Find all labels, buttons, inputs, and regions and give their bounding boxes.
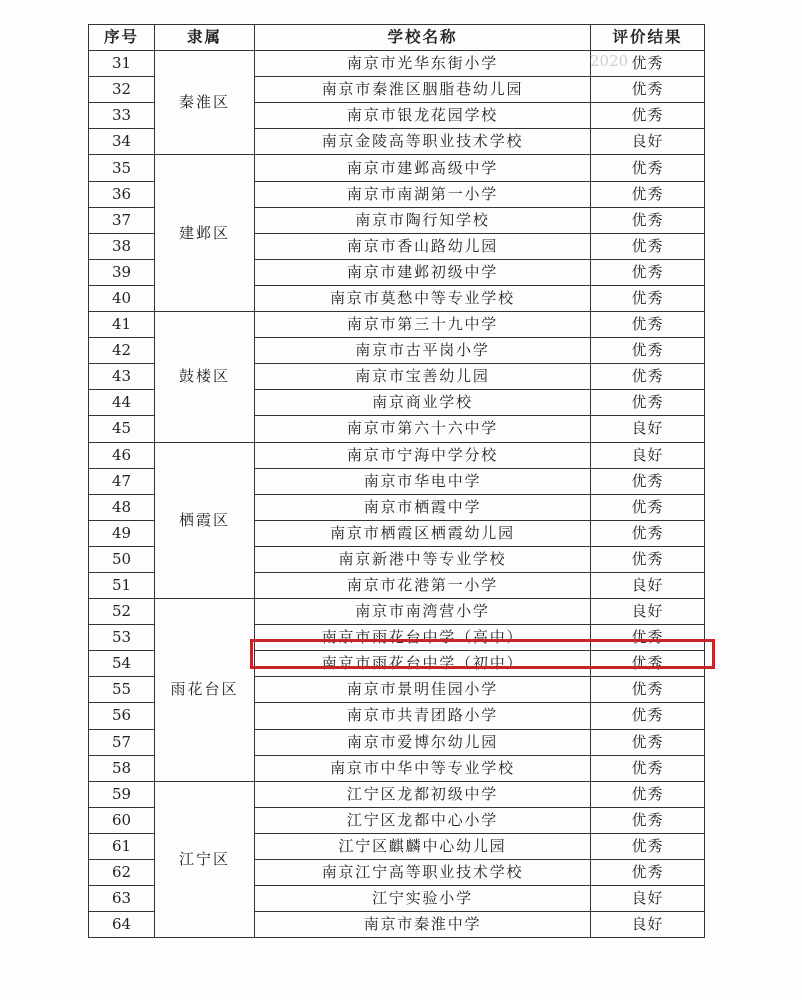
- serial-number-cell: 61: [89, 833, 155, 859]
- evaluation-result-cell: 良好: [591, 572, 705, 598]
- serial-number-cell: 33: [89, 103, 155, 129]
- serial-number-cell: 52: [89, 599, 155, 625]
- evaluation-result-cell: 优秀: [591, 77, 705, 103]
- evaluation-result-cell: 优秀: [591, 103, 705, 129]
- district-cell: 雨花台区: [155, 599, 255, 782]
- school-name-cell: 南京市古平岗小学: [255, 338, 591, 364]
- serial-number-cell: 43: [89, 364, 155, 390]
- school-name-cell: 南京市雨花台中学（初中）: [255, 651, 591, 677]
- evaluation-result-cell: 优秀: [591, 390, 705, 416]
- serial-number-cell: 56: [89, 703, 155, 729]
- evaluation-results-table: [88, 24, 705, 938]
- serial-number-cell: 53: [89, 625, 155, 651]
- school-name-cell: 南京市南湖第一小学: [255, 181, 591, 207]
- evaluation-result-cell: 优秀: [591, 677, 705, 703]
- serial-number-cell: 55: [89, 677, 155, 703]
- district-cell: 江宁区: [155, 781, 255, 938]
- school-name-cell: 江宁区麒麟中心幼儿园: [255, 833, 591, 859]
- school-name-cell: 南京市栖霞中学: [255, 494, 591, 520]
- table-row: [89, 312, 705, 338]
- serial-number-cell: 44: [89, 390, 155, 416]
- evaluation-result-cell: 良好: [591, 129, 705, 155]
- evaluation-result-cell: 优秀: [591, 781, 705, 807]
- evaluation-result-cell: 优秀: [591, 520, 705, 546]
- evaluation-result-cell: 优秀: [591, 312, 705, 338]
- serial-number-cell: 35: [89, 155, 155, 181]
- bleed-through-mark: 2020: [590, 52, 629, 70]
- evaluation-result-cell: 优秀: [591, 729, 705, 755]
- serial-number-cell: 40: [89, 285, 155, 311]
- school-name-cell: 南京市建邺初级中学: [255, 259, 591, 285]
- school-name-cell: 南京市宝善幼儿园: [255, 364, 591, 390]
- serial-number-cell: 37: [89, 207, 155, 233]
- table-row: [89, 599, 705, 625]
- evaluation-result-cell: 优秀: [591, 285, 705, 311]
- serial-number-cell: 36: [89, 181, 155, 207]
- serial-number-cell: 49: [89, 520, 155, 546]
- evaluation-result-cell: 优秀: [591, 860, 705, 886]
- school-name-cell: 南京市雨花台中学（高中）: [255, 625, 591, 651]
- table-row: [89, 442, 705, 468]
- table-header-row: [89, 25, 705, 51]
- evaluation-result-cell: 优秀: [591, 651, 705, 677]
- evaluation-result-cell: 优秀: [591, 494, 705, 520]
- school-name-cell: 南京市陶行知学校: [255, 207, 591, 233]
- header-serial-number: 序号: [89, 25, 155, 51]
- evaluation-result-cell: 优秀: [591, 807, 705, 833]
- school-name-cell: 南京市栖霞区栖霞幼儿园: [255, 520, 591, 546]
- table-row: [89, 781, 705, 807]
- evaluation-result-cell: 优秀: [591, 233, 705, 259]
- evaluation-result-cell: 优秀: [591, 755, 705, 781]
- school-name-cell: 南京市中华中等专业学校: [255, 755, 591, 781]
- school-name-cell: 南京市秦淮区胭脂巷幼儿园: [255, 77, 591, 103]
- school-name-cell: 南京市花港第一小学: [255, 572, 591, 598]
- school-name-cell: 南京江宁高等职业技术学校: [255, 860, 591, 886]
- evaluation-result-cell: 良好: [591, 442, 705, 468]
- school-name-cell: 南京市景明佳园小学: [255, 677, 591, 703]
- district-cell: 秦淮区: [155, 51, 255, 155]
- school-name-cell: 南京商业学校: [255, 390, 591, 416]
- serial-number-cell: 63: [89, 886, 155, 912]
- evaluation-result-cell: 优秀: [591, 703, 705, 729]
- evaluation-result-cell: 优秀: [591, 546, 705, 572]
- serial-number-cell: 51: [89, 572, 155, 598]
- serial-number-cell: 32: [89, 77, 155, 103]
- evaluation-result-cell: 优秀: [591, 155, 705, 181]
- serial-number-cell: 64: [89, 912, 155, 938]
- school-name-cell: 南京市香山路幼儿园: [255, 233, 591, 259]
- serial-number-cell: 62: [89, 860, 155, 886]
- evaluation-result-cell: 优秀: [591, 625, 705, 651]
- serial-number-cell: 46: [89, 442, 155, 468]
- school-name-cell: 南京市南湾营小学: [255, 599, 591, 625]
- header-district: 隶属: [155, 25, 255, 51]
- school-name-cell: 南京市第六十六中学: [255, 416, 591, 442]
- district-cell: 鼓楼区: [155, 312, 255, 442]
- header-evaluation-result: 评价结果: [591, 25, 705, 51]
- school-name-cell: 南京市宁海中学分校: [255, 442, 591, 468]
- school-name-cell: 江宁区龙都中心小学: [255, 807, 591, 833]
- evaluation-result-cell: 优秀: [591, 207, 705, 233]
- school-name-cell: 南京市第三十九中学: [255, 312, 591, 338]
- evaluation-result-cell: 优秀: [591, 364, 705, 390]
- serial-number-cell: 31: [89, 51, 155, 77]
- evaluation-result-cell: 优秀: [591, 468, 705, 494]
- district-cell: 建邺区: [155, 155, 255, 312]
- serial-number-cell: 58: [89, 755, 155, 781]
- district-cell: 栖霞区: [155, 442, 255, 599]
- school-name-cell: 江宁区龙都初级中学: [255, 781, 591, 807]
- school-name-cell: 南京市共青团路小学: [255, 703, 591, 729]
- table-row: [89, 155, 705, 181]
- school-name-cell: 南京市建邺高级中学: [255, 155, 591, 181]
- table-body: [89, 51, 705, 938]
- serial-number-cell: 39: [89, 259, 155, 285]
- evaluation-result-cell: 良好: [591, 416, 705, 442]
- evaluation-result-cell: 良好: [591, 599, 705, 625]
- evaluation-result-cell: 优秀: [591, 181, 705, 207]
- evaluation-result-cell: 良好: [591, 912, 705, 938]
- serial-number-cell: 34: [89, 129, 155, 155]
- serial-number-cell: 42: [89, 338, 155, 364]
- school-name-cell: 南京新港中等专业学校: [255, 546, 591, 572]
- table-row: [89, 51, 705, 77]
- school-name-cell: 南京市爱博尔幼儿园: [255, 729, 591, 755]
- evaluation-result-cell: 优秀: [591, 259, 705, 285]
- school-name-cell: 南京市银龙花园学校: [255, 103, 591, 129]
- header-school-name: 学校名称: [255, 25, 591, 51]
- serial-number-cell: 59: [89, 781, 155, 807]
- school-name-cell: 南京市光华东街小学: [255, 51, 591, 77]
- evaluation-result-cell: 优秀: [591, 833, 705, 859]
- serial-number-cell: 54: [89, 651, 155, 677]
- school-name-cell: 南京金陵高等职业技术学校: [255, 129, 591, 155]
- school-name-cell: 南京市莫愁中等专业学校: [255, 285, 591, 311]
- evaluation-result-cell: 良好: [591, 886, 705, 912]
- school-name-cell: 南京市秦淮中学: [255, 912, 591, 938]
- serial-number-cell: 60: [89, 807, 155, 833]
- serial-number-cell: 50: [89, 546, 155, 572]
- serial-number-cell: 47: [89, 468, 155, 494]
- serial-number-cell: 45: [89, 416, 155, 442]
- evaluation-result-cell: 优秀: [591, 51, 705, 77]
- serial-number-cell: 41: [89, 312, 155, 338]
- school-name-cell: 江宁实验小学: [255, 886, 591, 912]
- school-name-cell: 南京市华电中学: [255, 468, 591, 494]
- serial-number-cell: 48: [89, 494, 155, 520]
- evaluation-result-cell: 优秀: [591, 338, 705, 364]
- serial-number-cell: 38: [89, 233, 155, 259]
- serial-number-cell: 57: [89, 729, 155, 755]
